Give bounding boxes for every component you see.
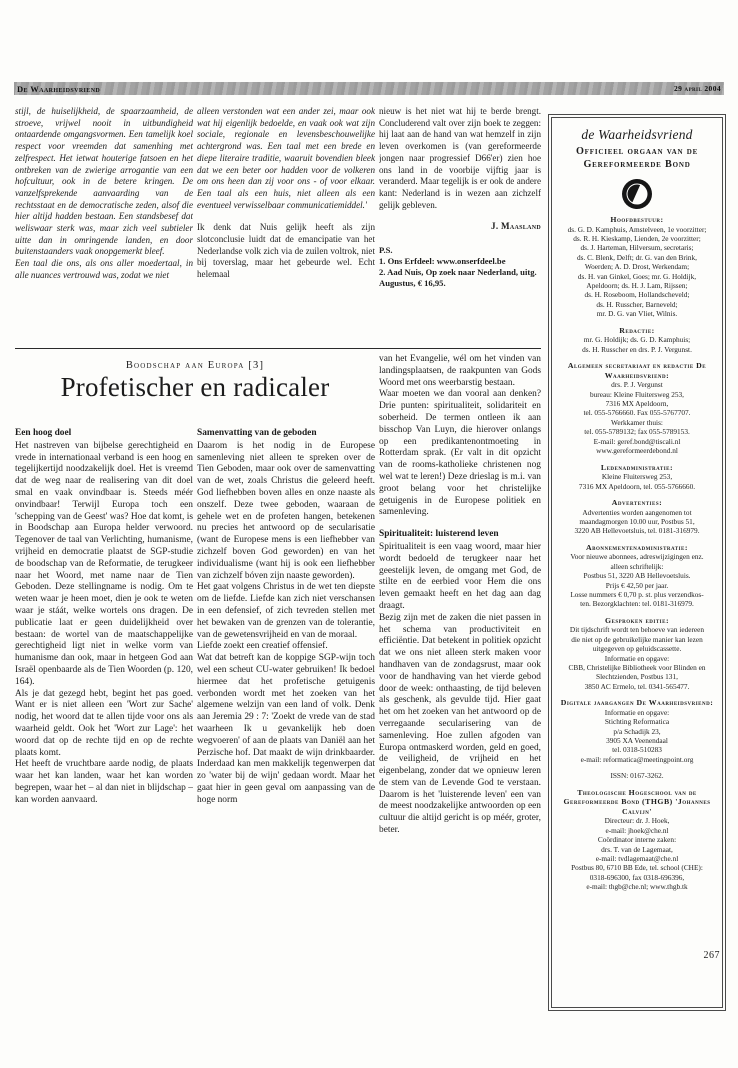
colophon-section-body: [559, 472, 715, 491]
colophon-line: E-mail: geref.bond@tiscali.nl: [593, 436, 681, 446]
colophon-line: ds. H. Russcher en drs. P. J. Vergunst.: [582, 344, 692, 354]
colophon-line: Voor nieuwe abonnees, adreswijzigingen enz.: [570, 552, 704, 562]
colophon-section-heading: Gesproken editie:: [604, 615, 670, 625]
colophon-line: p/a Schadijk 23,: [613, 726, 661, 736]
colophon-section: [559, 326, 715, 354]
article1-paragraph: stijl, de huiselijkheid, de spaarzaamheid, de stroeve, vrijwel nooit in uitbundigheid ontaardende omgangsvormen. Een tamelijk koel respect voor vreemden dat samenhing met zelfrespect. Het ietwat houterige fatsoen en het ontbreken van de zwierige arrogantie van een hofcultuur, ook in de betere kringen. De vanzelfsprekende aanvaarding van de rechtsstaat en de democratische zeden, alsof die hier altijd hadden bestaan. Een standsbesef dat weliswaar sterk was, maar zich veel subtieler uitte dan in omringende landen, en door buitenstaanders vaak onopgemerkt bleef.: [15, 106, 193, 257]
ps-line: 2. Aad Nuis, Op zoek naar Nederland, uitg. Augustus, € 16,95.: [379, 267, 537, 289]
article2-paragraph: Bezig zijn met de zaken die niet passen in het schema van productiviteit en efficiëntie. Dat betekent in politiek opzicht dat we ons niet alleen sterk maken voor handhaven van de zondagsrust, maar ook voor de handhaving van het vierde gebod door de week: onthaasting, de tijd beleven als geschenk, als gevulde tijd. Hier gaat het om het zoeken van het antwoord op de verregaande secularisering van de samenleving. Hoe zullen afgoden van Europa ontmaskerd worden, geld en goed, de veiligheid, de vrijheid en het eigenbelang, zonder dat we opnieuw leren de stem van de Levende God te verstaan. Daarom is het 'luisterende leven' een van de meest noodzakelijke antwoorden op een cultuur die altijd gericht is op méér, groter, beter.: [379, 612, 541, 836]
colophon-line: Kleine Fluitersweg 253,: [601, 472, 673, 482]
colophon-line: www.gereformeerdebond.nl: [596, 446, 678, 456]
colophon-line: e-mail: thgb@che.nl; www.thgb.tk: [586, 882, 688, 892]
colophon-line: ISSN: 0167-3262.: [610, 771, 664, 781]
article2-paragraph: Spiritualiteit is een vaag woord, maar hier wordt bedoeld de terugkeer naar het geestelijk leven, de omgang met God, de stilte en de eerbied voor Hem die ons leven gemaakt heeft en het dag aan dag draagt.: [379, 541, 541, 611]
article2-paragraphs: [379, 542, 541, 837]
article2-title: Profetischer en radicaler: [60, 372, 330, 402]
colophon-line: e-mail: tvdlagemaat@che.nl: [595, 854, 679, 864]
colophon-line: ds. H. van Ginkel, Goes; mr. G. Holdijk,: [577, 271, 697, 281]
colophon-line: 7316 MX Apeldoorn,: [605, 399, 669, 409]
colophon-section: [559, 463, 715, 491]
colophon-line: Slechtzienden, Postbus 131,: [596, 672, 678, 682]
article2-paragraph: Wat dat betreft kan de koppige SGP-wijn toch wel een scheut CU-water gebruiken! Ik bedoel hiermee dat het profetische getuigenis verbonden wordt met het zoeken van het algemene welzijn van een land of volk. Denk aan Jeremia 29 : 7: 'Zoekt de vrede van de stad waarheen Ik u gevankelijk heb doen wegvoeren' of aan de plaats van Daniël aan het Perzische hof. Dat maakt de wijn drinkbaarder. Inderdaad kan men makkelijk tegenwerpen dat zo 'water bij de wijn' gedaan wordt. Maar het gaat hier in geen geval om aanpassing van de hoge norm: [197, 653, 375, 805]
colophon-section: [559, 361, 715, 455]
colophon-line: 3220 AB Hellevoetsluis, tel. 0181-316979.: [574, 526, 700, 536]
colophon-line: 0318-696300, fax 0318-696396,: [589, 872, 685, 882]
colophon-line: Coördinator interne zaken:: [597, 835, 677, 845]
colophon-inner-frame: [551, 117, 723, 1008]
colophon-line: ds. C. Blenk, Delft; dr. G. van den Brink,: [577, 252, 697, 262]
article2-subheading: Samenvatting van de geboden: [197, 428, 317, 438]
colophon-section: [559, 543, 715, 609]
colophon-section-heading: Abonnementenadministratie:: [586, 542, 688, 552]
colophon-section-body: [559, 708, 715, 764]
colophon-section-body: [559, 816, 715, 891]
ps-line: P.S.: [379, 245, 393, 256]
colophon-line: Losse nummers € 0,70 p. st. plus verzendkos-: [570, 589, 704, 599]
colophon-line: Woerden; A. D. Drost, Werkendam;: [584, 262, 690, 272]
article1-column-3: [379, 106, 541, 346]
colophon-title: de Waarheidsvriend: [581, 127, 693, 142]
colophon-section: [559, 698, 715, 764]
colophon-line: Advertenties worden aangenomen tot: [582, 507, 692, 517]
colophon-section: [559, 215, 715, 319]
ps-line: 1. Ons Erfdeel: www.onserfdeel.be: [379, 256, 506, 267]
article2-paragraph: Het heeft de vruchtbare aarde nodig, de plaats waar het kan landen, waar het kan worden begrepen, waar het – al dan niet in blijdschap – kan worden aanvaard.: [15, 759, 193, 805]
colophon-line: 7316 MX Apeldoorn, tel. 055-5766660.: [578, 481, 696, 491]
section-divider-rule: [15, 348, 541, 349]
colophon-line: tel. 055-5789132; fax 055-5789153.: [584, 427, 690, 437]
article2-column-2: [197, 428, 375, 807]
article2-subheading: Spiritualiteit: luisterend leven: [379, 529, 499, 540]
colophon-line: Dit tijdschrift wordt ten behoeve van iedereen: [569, 625, 705, 635]
colophon-line: ds. H. Roseboom, Hollandscheveld;: [584, 290, 690, 300]
article2-paragraphs: [197, 441, 375, 807]
colophon-section-body: [559, 225, 715, 319]
article1-column-2: [197, 106, 375, 346]
colophon-line: drs. P. J. Vergunst: [611, 380, 663, 390]
article1-paragraph: Een taal die ons, als ons aller moedertaal, in alle nuances vertrouwd was, zodat we niet: [15, 258, 193, 280]
colophon-section-body: [559, 552, 715, 608]
colophon-section-heading: Digitale jaargangen De Waarheidsvriend:: [560, 698, 714, 708]
article2-header: [15, 360, 375, 403]
colophon-section: [559, 771, 715, 780]
colophon-section-heading: Redactie:: [619, 325, 655, 335]
colophon-line: Postbus 51, 3220 AB Hellevoetsluis.: [583, 571, 691, 581]
article1-quote-paragraph: alleen verstonden wat een ander zei, maar ook wat hij eigenlijk bedoelde, en vaak ook wat zijn sociale, regionale en levensbeschouwelijke achtergrond was. Een taal met een brede en diepe literaire traditie, waaruit bovendien bleek dat we een beter oor hadden voor de volkeren om ons heen dan zij voor ons - of voor elkaar. Een taal als een huis, niet alleen als een eventueel verwisselbaar communicatiemiddel.': [197, 106, 375, 210]
article2-paragraph: Het gaat volgens Christus in de wet ten diepste om de liefde. Liefde kan zich niet verschansen in een defensief, of zich tevreden stellen met het bewaken van de grenzen van de tolerantie, van de gewetensvrijheid en van de moraal.: [197, 582, 375, 640]
colophon-line: Postbus 80, 6710 BB Ede, tel. school (CHE):: [571, 863, 703, 873]
colophon-line: 3850 AC Ermelo, tel. 0341-565477.: [584, 681, 690, 691]
article2-paragraphs: [15, 441, 193, 807]
colophon-line: mr. D. G. van Vliet, Wilnis.: [596, 309, 678, 319]
colophon-section-body: [559, 625, 715, 691]
colophon-line: maandagmorgen 10.00 uur, Postbus 51,: [579, 516, 695, 526]
article1-author: J. Maasland: [491, 221, 541, 232]
colophon-line: Stichting Reformatica: [604, 717, 670, 727]
colophon-line: ds. G. D. Kamphuis, Amstelveen, 1e voorzitter;: [567, 224, 707, 234]
colophon-section: [559, 616, 715, 691]
colophon-line: ten. Bezorgklachten: tel. 0181-316979.: [580, 599, 694, 609]
colophon-section-heading: Advertenties:: [611, 497, 663, 507]
colophon-section: [559, 788, 715, 892]
colophon-section-heading: Ledenadministratie:: [600, 462, 674, 472]
article1-column-1: [15, 106, 193, 346]
colophon-line: Prijs € 42,50 per jaar.: [605, 580, 669, 590]
colophon-line: Werkkamer thuis:: [611, 417, 663, 427]
colophon-line: CBB, Christelijke Bibliotheek voor Blinden en: [568, 662, 706, 672]
colophon-line: ds. H. Russcher, Barneveld;: [596, 299, 678, 309]
article2-kicker: Boodschap aan Europa [3]: [125, 360, 265, 371]
colophon-section-body: [559, 335, 715, 354]
page-number: 267: [703, 950, 720, 961]
colophon-line: ds. J. Harteman, Hilversum, secretaris;: [580, 243, 694, 253]
colophon-line: Informatie en opgave:: [604, 653, 670, 663]
colophon-line: ds. R. H. Kieskamp, Lienden, 2e voorzitter;: [573, 234, 701, 243]
colophon-line: tel. 055-5766660. Fax 055-5767707.: [583, 408, 691, 418]
colophon-subtitle: Officieel orgaan van de Gereformeerde Bond: [575, 146, 699, 170]
article1-paragraph: nieuw is het niet wat hij te berde brengt. Concluderend valt over zijn boek te zeggen: hij laat aan de hand van wat hemzelf in zijn leven overkomen is (van gereformeerde jongen naar progressief D66'er) zien hoe ons land in de voorbije vijftig jaar is veranderd. Maar tegelijk is er ook de andere kant: Nederland is in wezen aan zichzelf gelijk gebleven.: [379, 106, 541, 210]
article1-paragraph: Ik denk dat Nuis gelijk heeft als zijn slotconclusie luidt dat de emancipatie van het Nederlandse volk zich via de zuilen voltrok, niet bij toverslag, maar het gebeurde wel. Echt helemaal: [197, 222, 375, 280]
article2-column-1: [15, 428, 193, 807]
article2-paragraph: Waar moeten we dan vooral aan denken? Drie punten: spiritualiteit, solidariteit en soberheid. De termen ontleen ik aan bisschop Van Luyn, die hierover onlangs op een predikantenontmoeting in Rotterdam sprak. (Er valt in dit opzicht van de rooms-katholieke christenen nog wel wat te leren!) Deze drieslag is m.i. van groot belang voor het christelijke getuigenis in de Europese politiek en samenleving.: [379, 389, 541, 518]
colophon-line: die niet op de gebruikelijke manier kan lezen: [571, 634, 703, 644]
article2-paragraph: Daarom is het nodig in de Europese samenleving niet alleen te spreken over de Tien Geboden, maar ook over de samenvatting van de wet, zoals Christus die geleerd heeft. God liefhebben boven alles en onze naaste als onszelf. Deze twee geboden, waaraan de gehele wet en de profeten hangen, betekenen nu precies het antwoord op de secularisatie (want de Europese mens is een liefhebber van zichzelf boven God geworden) en van het individualisme (want hij is ook een liefhebber van zichzelf bóven zijn naaste geworden).: [197, 440, 375, 581]
colophon-line: 3905 XA Veenendaal: [606, 736, 668, 745]
article1-ps-block: [379, 245, 541, 289]
colophon-section-body: [559, 508, 715, 536]
colophon-line: e-mail: jhoek@che.nl: [605, 825, 669, 835]
colophon-line: alleen schriftelijk:: [610, 561, 664, 571]
article2-paragraph: van het Evangelie, wél om het vinden van landingsplaatsen, de raakpunten van Gods Woord met ons weerbarstig bestaan.: [379, 354, 541, 388]
colophon-section: [559, 498, 715, 536]
colophon-line: mr. G. Holdijk; ds. G. D. Kamphuis;: [583, 335, 691, 345]
article2-paragraphs: [379, 354, 541, 519]
article2-paragraph: Als je dat gezegd hebt, begint het pas goed. Want er is niet alleen een 'Wort zur Sache' nodig, het woord dat te allen tijde voor ons als waarheid geldt. Ook het 'Wort zur Lage': het woord dat op de rechte tijd en op de rechte plaats komt.: [15, 688, 193, 758]
colophon-line: Directeur: dr. J. Hoek,: [604, 816, 670, 826]
colophon-section-heading: Hoofdbestuur:: [610, 215, 664, 224]
colophon-line: drs. T. van de Lagemaat,: [601, 844, 673, 854]
colophon-line: Apeldoorn; ds. H. J. Lam, Rijssen;: [586, 281, 688, 291]
article2-column-3: [379, 354, 541, 837]
colophon-section-body: [559, 771, 715, 780]
colophon-section-body: [559, 380, 715, 455]
article2-paragraph: Liefde zoekt een creatief offensief.: [197, 641, 328, 652]
issue-date: 29 april 2004: [673, 84, 721, 93]
colophon-line: e-mail: reformatica@meetingpoint.org: [580, 754, 694, 764]
colophon-line: tel. 0318-510283: [612, 745, 662, 755]
colophon-sections: [559, 215, 715, 892]
article2-subheading: Een hoog doel: [15, 428, 72, 438]
gereformeerde-bond-logo-icon: [621, 178, 653, 210]
colophon-line: bureau: Kleine Fluitersweg 253,: [589, 389, 685, 399]
colophon-line: Informatie en opgave:: [604, 707, 670, 717]
colophon-box: [548, 114, 726, 1011]
article2-paragraph: Het nastreven van bijbelse gerechtigheid en vrede in internationaal verband is een hoog en tegelijkertijd noodzakelijk doel. Het is vreemd dat de weg naar de realisering van dit doel smal en vaak onvindbaar is. Steeds méér onvindbaar! Terwijl Europa toch een 'schepping van de Geest' was? Hoe dat komt, is in Boodschap aan Europa helder verwoord. Tegenover de taal van Verlichting, humanisme, vrijheid en democratie plaatst de SGP-studie de boodschap van de Reformatie, de terugkeer naar het Woord, met name naar de Tien Geboden. Deze stellingname is nodig. Om te weten waar je heen moet, dien je ook te weten waar je stáát, welke wortels ons dragen. De publicatie laat er geen duidelijkheid over bestaan: de wortel van de maatschappelijke gerechtigheid ligt niet in welke vorm van humanisme dan ook, maar in hetgeen God aan Israël openbaarde als de Tien Woorden (p. 120, 164).: [15, 440, 193, 687]
colophon-section-heading: Algemeen secretariaat en redactie De Waarheidsvriend:: [567, 361, 707, 380]
colophon-section-heading: Theologische Hogeschool van de Gereformeerde Bond (THGB) 'Johannes Calvijn': [563, 787, 711, 816]
colophon-line: uitgegeven op geluidscassette.: [592, 644, 682, 654]
masthead: De Waarheidsvriend: [17, 83, 101, 94]
page-header-band: [14, 82, 724, 95]
